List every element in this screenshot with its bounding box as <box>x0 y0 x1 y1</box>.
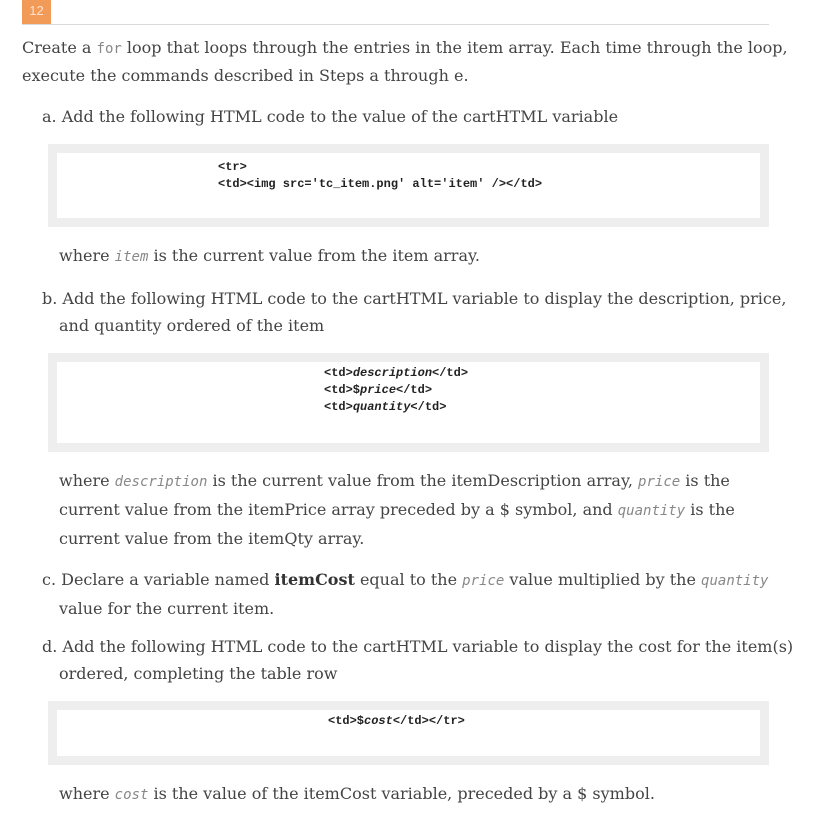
code-line: <td>quantity</td> <box>324 400 447 414</box>
code-block-a <box>48 144 769 227</box>
step-b-text-line-2: and quantity ordered of the item <box>59 316 325 335</box>
step-c-text-line-2: value for the current item. <box>59 599 275 618</box>
code-line: <td>$cost</td></tr> <box>328 714 465 728</box>
note-text: where <box>59 246 115 265</box>
step-number-badge: 12 <box>22 0 51 25</box>
step-b-note-line-1: where description is the current value from the itemDescription array, price is the <box>59 471 730 490</box>
step-b-text-line-1: b. Add the following HTML code to the cartHTML variable to display the description, price, <box>42 289 787 308</box>
code-block-b <box>48 353 769 452</box>
step-a-note <box>59 242 480 271</box>
variable-itemcost: itemCost <box>274 570 355 589</box>
intro-line-1 <box>22 34 788 63</box>
intro-line-2: execute the commands described in Steps a through e. <box>22 66 469 85</box>
step-d-text-line-1: d. Add the following HTML code to the cartHTML variable to display the cost for the item(s) <box>42 637 794 656</box>
note-text: is the current value from the item array. <box>148 246 480 265</box>
code-line: <td>$price</td> <box>324 383 433 397</box>
code-block-d-inner <box>57 710 760 756</box>
step-a-text: a. Add the following HTML code to the value of the cartHTML variable <box>42 107 619 126</box>
code-block-d <box>48 701 769 765</box>
step-b-note-line-2: current value from the itemPrice array preceded by a $ symbol, and quantity is the <box>59 500 735 519</box>
step-d-text-line-2: ordered, completing the table row <box>59 664 338 683</box>
note-code-description: description <box>114 474 208 490</box>
step-d-note: where cost is the value of the itemCost variable, preceded by a $ symbol. <box>59 784 655 803</box>
step-c-text-line-1: c. Declare a variable named itemCost equal to the price value multiplied by the quantity <box>42 570 769 589</box>
code-line: <td>description</td> <box>324 366 469 380</box>
note-code-item: item <box>114 249 149 265</box>
step-b-note-line-3: current value from the itemQty array. <box>59 529 365 548</box>
intro-text-cont: loop that loops through the entries in the item array. Each time through the loop, <box>121 38 788 57</box>
note-code-cost: cost <box>114 787 149 803</box>
code-line: <td><img src='tc_item.png' alt='item' /></td> <box>218 177 543 191</box>
intro-text: Create a <box>22 38 97 57</box>
intro-code-for: for <box>96 41 122 57</box>
code-line: <tr> <box>218 160 247 174</box>
code-block-b-inner <box>57 362 760 443</box>
note-code-price: price <box>638 474 681 490</box>
code-block-a-inner <box>57 153 760 218</box>
header-divider <box>22 24 769 25</box>
note-code-price: price <box>462 573 505 589</box>
note-code-quantity: quantity <box>617 503 686 519</box>
note-code-quantity: quantity <box>701 573 769 589</box>
